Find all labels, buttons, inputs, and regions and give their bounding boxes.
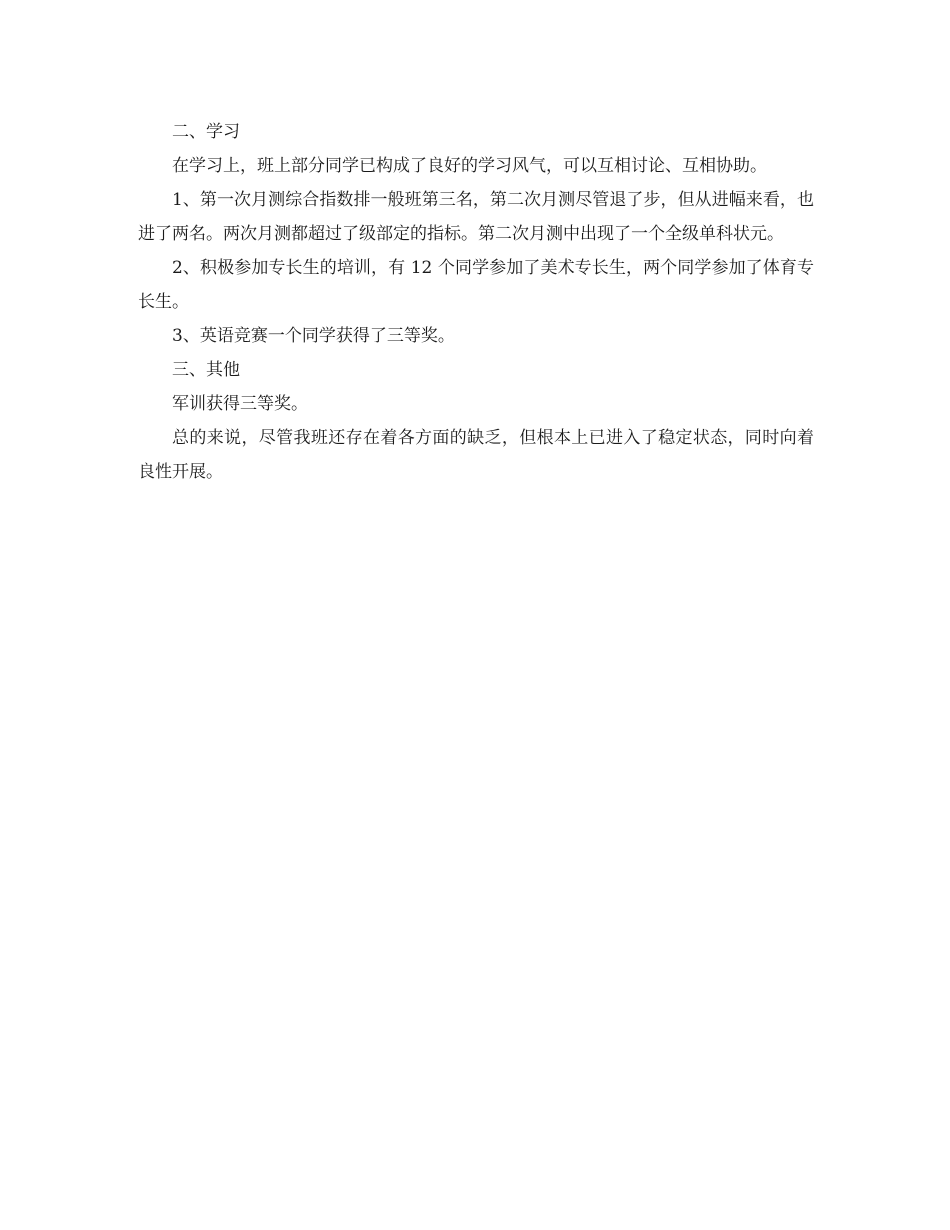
- paragraph-monthly-test: 1、第一次月测综合指数排一般班第三名，第二次月测尽管退了步，但从进幅来看，也进了两名。两次月测都超过了级部定的指标。第二次月测中出现了一个全级单科状元。: [138, 190, 814, 244]
- paragraph-summary: 总的来说，尽管我班还存在着各方面的缺乏，但根本上已进入了稳定状态，同时向着良性开展。: [138, 428, 814, 482]
- paragraph-specialty-training: 2、积极参加专长生的培训，有 12 个同学参加了美术专长生，两个同学参加了体育专长生。: [138, 258, 814, 312]
- paragraph-english-contest: 3、英语竞赛一个同学获得了三等奖。: [172, 326, 455, 346]
- section-heading-other: 三、其他: [172, 360, 240, 380]
- document-body: [138, 115, 814, 489]
- paragraph-military-training: 军训获得三等奖。: [172, 394, 308, 414]
- paragraph-study-intro: 在学习上，班上部分同学已构成了良好的学习风气，可以互相讨论、互相协助。: [172, 156, 767, 176]
- section-heading-study: 二、学习: [172, 122, 240, 142]
